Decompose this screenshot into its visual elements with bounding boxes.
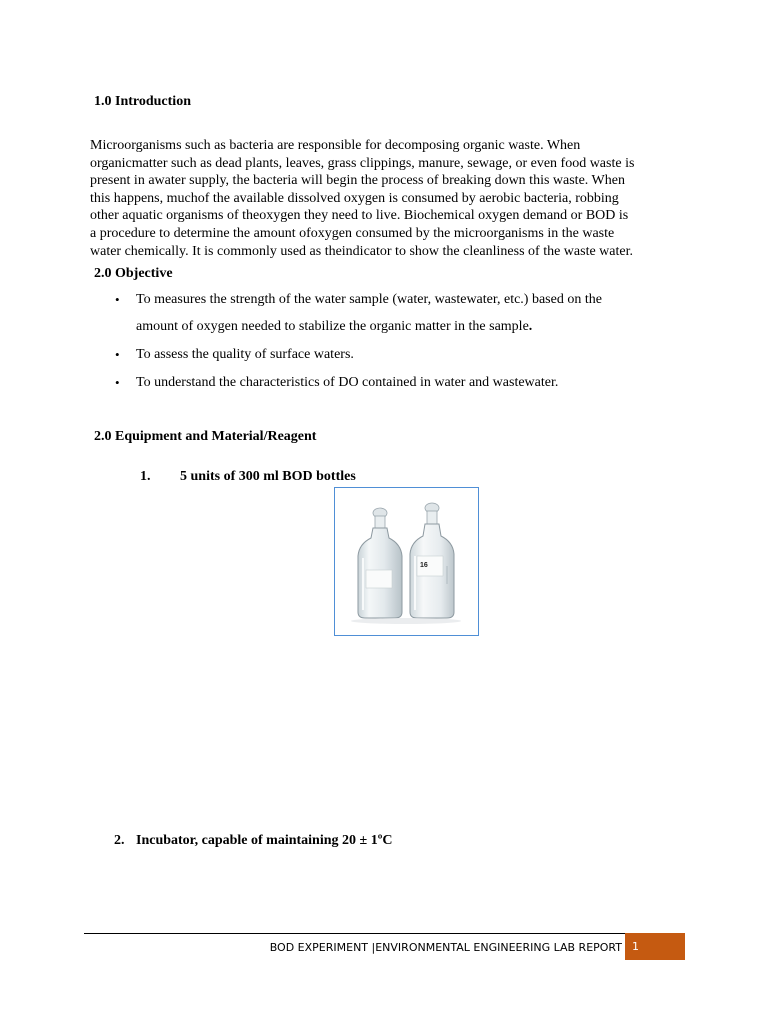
bullet-icon: • [115,375,120,390]
equipment-heading: 2.0 Equipment and Material/Reagent [94,429,317,444]
page-number-box [625,933,685,960]
objective-text: To measures the strength of the water sample (water, wastewater, etc.) based on the [136,292,602,307]
intro-line: organicmatter such as dead plants, leaves, grass clippings, manure, sewage, or even food waste is [90,155,635,171]
intro-line: water chemically. It is commonly used as theindicator to show the cleanliness of the waste water. [90,243,633,259]
bottle-right [410,503,454,618]
equipment-item-label: 5 units of 300 ml BOD bottles [180,469,356,484]
footer-divider [84,933,684,934]
objective-heading: 2.0 Objective [94,266,173,281]
equipment-item-number: 1. [140,469,151,484]
intro-line: present in awater supply, the bacteria will begin the process of breaking down this waste. When [90,173,625,189]
list-item-continuation: amount of oxygen needed to stabilize the organic matter in the sample. [136,319,533,334]
bullet-icon: • [115,292,120,307]
objective-text: To understand the characteristics of DO contained in water and wastewater. [136,375,559,390]
bottle-number-label: 16 [420,562,428,569]
intro-line: a procedure to determine the amount ofoxygen consumed by the microorganisms in the waste [90,225,615,241]
footer-title: BOD EXPERIMENT |ENVIRONMENTAL ENGINEERING LAB REPORT [269,941,622,954]
list-item [115,347,696,375]
page-number: 1 [632,940,639,953]
intro-line: Microorganisms such as bacteria are responsible for decomposing organic waste. When [90,138,581,153]
bod-bottles-image [334,487,479,636]
list-item [115,375,696,403]
equipment-item-label: Incubator, capable of maintaining 20 ± 1ºC [136,833,393,848]
list-item [115,292,696,319]
objective-list [115,292,696,403]
intro-paragraph [90,137,690,260]
objective-text: amount of oxygen needed to stabilize the organic matter in the sample [136,319,529,334]
bottle-left [358,508,402,618]
bod-bottles-illustration [335,488,478,635]
equipment-item-number: 2. [114,833,125,848]
bullet-icon: • [115,347,120,362]
intro-line: this happens, muchof the available dissolved oxygen is consumed by aerobic bacteria, robbing [90,190,619,206]
intro-heading: 1.0 Introduction [94,94,191,109]
intro-line: other aquatic organisms of theoxygen they need to live. Biochemical oxygen demand or BOD is [90,208,629,224]
objective-text: To assess the quality of surface waters. [136,347,354,362]
